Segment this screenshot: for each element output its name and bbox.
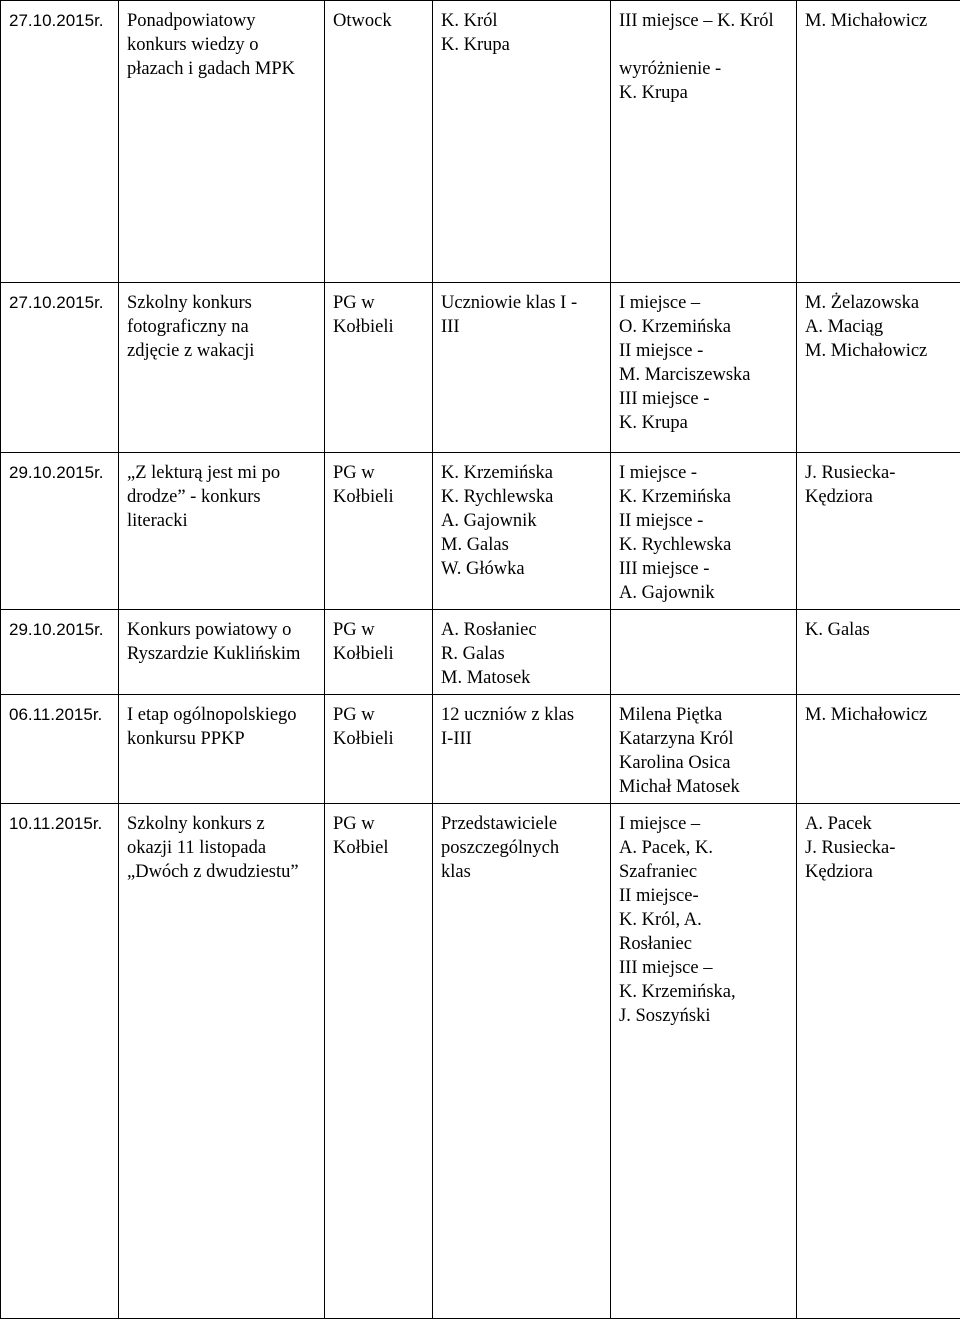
results-line: III miejsce – K. Król — [619, 9, 792, 33]
competition-name-cell — [119, 610, 325, 695]
place-cell — [325, 453, 433, 610]
place-line: PG w — [333, 618, 428, 642]
place-cell — [325, 1, 433, 283]
results-line: K. Krupa — [619, 411, 792, 435]
participants-line: W. Główka — [441, 557, 606, 581]
date-cell — [1, 453, 119, 610]
results-line: K. Krzemińska, — [619, 980, 792, 1004]
organizers-line: K. Galas — [805, 618, 956, 642]
place-line: PG w — [333, 703, 428, 727]
competitions-table-body — [1, 1, 960, 1319]
competition-name-cell — [119, 283, 325, 453]
date-text: 06.11.2015r. — [9, 705, 102, 724]
organizers-line: M. Żelazowska — [805, 291, 956, 315]
results-cell — [611, 1, 797, 283]
results-line: K. Król, A. — [619, 908, 792, 932]
participants-line: I-III — [441, 727, 606, 751]
name-line: „Z lekturą jest mi po — [127, 461, 320, 485]
place-cell — [325, 283, 433, 453]
participants-line: M. Matosek — [441, 666, 606, 690]
name-line: drodze” - konkurs — [127, 485, 320, 509]
competition-name-cell — [119, 453, 325, 610]
name-line: Ponadpowiatowy — [127, 9, 320, 33]
participants-line: M. Galas — [441, 533, 606, 557]
results-line: Rosłaniec — [619, 932, 792, 956]
table-row — [1, 804, 960, 1319]
results-cell — [611, 804, 797, 1319]
place-line: PG w — [333, 291, 428, 315]
place-line: Otwock — [333, 9, 428, 33]
results-line: A. Pacek, K. — [619, 836, 792, 860]
participants-line: klas — [441, 860, 606, 884]
results-line: Milena Piętka — [619, 703, 792, 727]
organizers-cell — [797, 695, 960, 804]
organizers-cell — [797, 1, 960, 283]
name-line: Ryszardzie Kuklińskim — [127, 642, 320, 666]
table-row — [1, 695, 960, 804]
organizers-cell — [797, 610, 960, 695]
results-line: II miejsce - — [619, 339, 792, 363]
results-cell — [611, 610, 797, 695]
participants-line: 12 uczniów z klas — [441, 703, 606, 727]
place-cell — [325, 695, 433, 804]
participants-line: III — [441, 315, 606, 339]
competition-name-cell — [119, 1, 325, 283]
name-line: Szkolny konkurs z — [127, 812, 320, 836]
date-cell — [1, 283, 119, 453]
place-line: Kołbieli — [333, 485, 428, 509]
name-line: okazji 11 listopada — [127, 836, 320, 860]
results-line: III miejsce - — [619, 557, 792, 581]
organizers-line: M. Michałowicz — [805, 339, 956, 363]
name-line: I etap ogólnopolskiego — [127, 703, 320, 727]
name-line: Szkolny konkurs — [127, 291, 320, 315]
date-cell — [1, 804, 119, 1319]
results-cell — [611, 453, 797, 610]
organizers-cell — [797, 283, 960, 453]
blank-line — [619, 33, 792, 57]
results-line: III miejsce – — [619, 956, 792, 980]
results-line: Michał Matosek — [619, 775, 792, 799]
results-line: K. Rychlewska — [619, 533, 792, 557]
date-cell — [1, 610, 119, 695]
date-text: 10.11.2015r. — [9, 814, 102, 833]
date-text: 29.10.2015r. — [9, 620, 104, 639]
participants-cell — [433, 804, 611, 1319]
place-line: Kołbieli — [333, 315, 428, 339]
results-line: I miejsce - — [619, 461, 792, 485]
table-row — [1, 1, 960, 283]
organizers-line: Kędziora — [805, 485, 956, 509]
organizers-line: A. Maciąg — [805, 315, 956, 339]
place-line: PG w — [333, 461, 428, 485]
participants-line: K. Rychlewska — [441, 485, 606, 509]
name-line: „Dwóch z dwudziestu” — [127, 860, 320, 884]
place-line: Kołbieli — [333, 727, 428, 751]
name-line: płazach i gadach MPK — [127, 57, 320, 81]
participants-line: K. Król — [441, 9, 606, 33]
organizers-cell — [797, 804, 960, 1319]
competition-name-cell — [119, 695, 325, 804]
date-text: 27.10.2015r. — [9, 11, 104, 30]
organizers-line: Kędziora — [805, 860, 956, 884]
results-line: A. Gajownik — [619, 581, 792, 605]
results-line: K. Krupa — [619, 81, 792, 105]
participants-line: K. Krzemińska — [441, 461, 606, 485]
participants-cell — [433, 283, 611, 453]
name-line: konkursu PPKP — [127, 727, 320, 751]
organizers-line: M. Michałowicz — [805, 703, 956, 727]
results-line: Katarzyna Król — [619, 727, 792, 751]
participants-cell — [433, 1, 611, 283]
participants-line: A. Rosłaniec — [441, 618, 606, 642]
table-row — [1, 283, 960, 453]
table-row — [1, 453, 960, 610]
name-line: zdjęcie z wakacji — [127, 339, 320, 363]
participants-line: Uczniowie klas I - — [441, 291, 606, 315]
results-line: K. Krzemińska — [619, 485, 792, 509]
date-cell — [1, 1, 119, 283]
participants-line: K. Krupa — [441, 33, 606, 57]
results-line: II miejsce - — [619, 509, 792, 533]
name-line: Konkurs powiatowy o — [127, 618, 320, 642]
organizers-cell — [797, 453, 960, 610]
participants-cell — [433, 453, 611, 610]
name-line: konkurs wiedzy o — [127, 33, 320, 57]
date-text: 29.10.2015r. — [9, 463, 104, 482]
results-line: II miejsce- — [619, 884, 792, 908]
competition-name-cell — [119, 804, 325, 1319]
participants-cell — [433, 610, 611, 695]
organizers-line: M. Michałowicz — [805, 9, 956, 33]
place-line: Kołbiel — [333, 836, 428, 860]
results-line: M. Marciszewska — [619, 363, 792, 387]
results-line: I miejsce – — [619, 291, 792, 315]
name-line: literacki — [127, 509, 320, 533]
organizers-line: A. Pacek — [805, 812, 956, 836]
results-line: Karolina Osica — [619, 751, 792, 775]
participants-line: R. Galas — [441, 642, 606, 666]
results-cell — [611, 695, 797, 804]
organizers-line: J. Rusiecka- — [805, 836, 956, 860]
name-line: fotograficzny na — [127, 315, 320, 339]
results-line: wyróżnienie - — [619, 57, 792, 81]
results-line: J. Soszyński — [619, 1004, 792, 1028]
date-cell — [1, 695, 119, 804]
table-row — [1, 610, 960, 695]
place-line: Kołbieli — [333, 642, 428, 666]
place-cell — [325, 610, 433, 695]
participants-line: A. Gajownik — [441, 509, 606, 533]
participants-line: Przedstawiciele — [441, 812, 606, 836]
place-cell — [325, 804, 433, 1319]
results-line: Szafraniec — [619, 860, 792, 884]
results-line: O. Krzemińska — [619, 315, 792, 339]
results-line: III miejsce - — [619, 387, 792, 411]
place-line: PG w — [333, 812, 428, 836]
organizers-line: J. Rusiecka- — [805, 461, 956, 485]
participants-cell — [433, 695, 611, 804]
results-line: I miejsce – — [619, 812, 792, 836]
participants-line: poszczególnych — [441, 836, 606, 860]
date-text: 27.10.2015r. — [9, 293, 104, 312]
results-cell — [611, 283, 797, 453]
